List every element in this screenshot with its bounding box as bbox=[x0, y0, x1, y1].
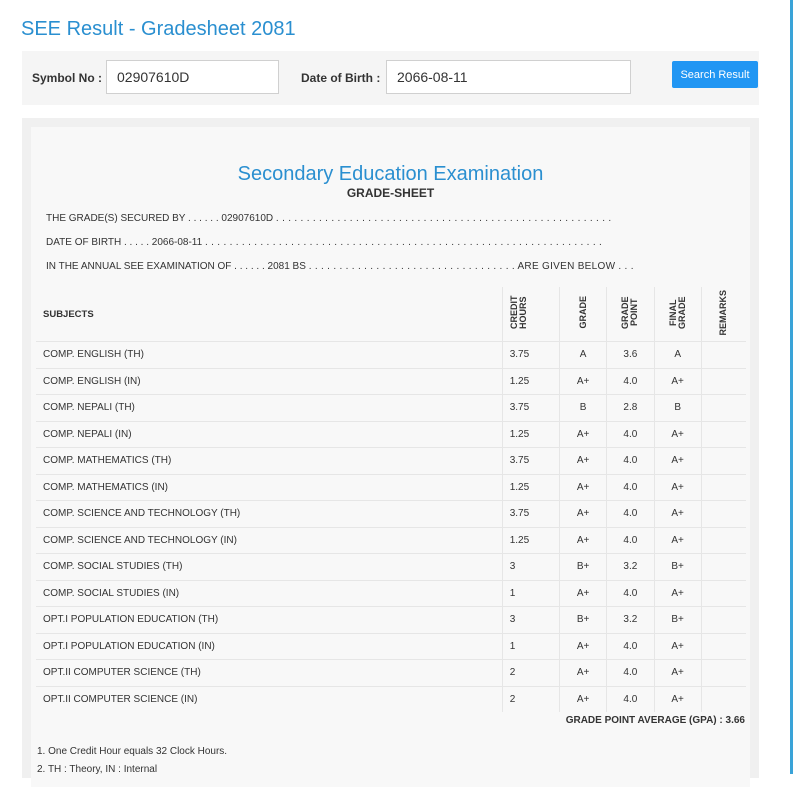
col-credit-hours: CREDIT HOURS bbox=[502, 287, 559, 342]
final-grade-cell: A+ bbox=[654, 368, 701, 395]
subject-cell: COMP. SOCIAL STUDIES (TH) bbox=[43, 561, 183, 573]
col-subjects: SUBJECTS bbox=[43, 308, 94, 320]
subject-cell: COMP. MATHEMATICS (IN) bbox=[43, 481, 168, 493]
subject-cell: COMP. ENGLISH (IN) bbox=[43, 375, 141, 387]
credit-hours-cell: 2 bbox=[502, 660, 559, 687]
col-grade: GRADE bbox=[560, 287, 607, 342]
grade-point-cell: 3.6 bbox=[607, 342, 654, 369]
remarks-cell bbox=[701, 448, 746, 475]
final-grade-cell: A+ bbox=[654, 527, 701, 554]
secured-by-symbol: 02907610D bbox=[221, 213, 274, 224]
credit-hours-cell: 1.25 bbox=[502, 421, 559, 448]
subject-cell: OPT.II COMPUTER SCIENCE (TH) bbox=[43, 667, 201, 679]
subject-cell: COMP. NEPALI (TH) bbox=[43, 402, 135, 414]
grade-point-cell: 3.2 bbox=[607, 554, 654, 581]
final-grade-cell: A+ bbox=[654, 633, 701, 660]
remarks-cell bbox=[701, 607, 746, 634]
grade-cell: A+ bbox=[560, 501, 607, 528]
final-grade-cell: A bbox=[654, 342, 701, 369]
table-row bbox=[36, 580, 746, 607]
final-grade-cell: A+ bbox=[654, 501, 701, 528]
credit-hours-cell: 1 bbox=[502, 633, 559, 660]
credit-hours-cell: 3.75 bbox=[502, 501, 559, 528]
dob-line-value: 2066-08-11 bbox=[151, 237, 203, 248]
grade-point-cell: 4.0 bbox=[607, 421, 654, 448]
grade-cell: A+ bbox=[560, 527, 607, 554]
table-row bbox=[36, 395, 746, 422]
credit-hours-cell: 3 bbox=[502, 554, 559, 581]
grade-point-cell: 4.0 bbox=[607, 686, 654, 712]
final-grade-cell: A+ bbox=[654, 686, 701, 712]
table-row bbox=[36, 421, 746, 448]
grade-point-cell: 4.0 bbox=[607, 633, 654, 660]
final-grade-cell: A+ bbox=[654, 474, 701, 501]
final-grade-cell: A+ bbox=[654, 448, 701, 475]
gpa-value: 3.66 bbox=[725, 715, 745, 726]
grade-cell: A+ bbox=[560, 421, 607, 448]
grade-cell: B+ bbox=[560, 554, 607, 581]
remarks-cell bbox=[701, 527, 746, 554]
subject-cell: COMP. SCIENCE AND TECHNOLOGY (TH) bbox=[43, 508, 241, 520]
secured-by-prefix: THE GRADE(S) SECURED BY . . . . . . bbox=[46, 213, 219, 224]
final-grade-cell: A+ bbox=[654, 660, 701, 687]
table-row bbox=[36, 660, 746, 687]
remarks-cell bbox=[701, 580, 746, 607]
grade-cell: B bbox=[560, 395, 607, 422]
grade-cell: A+ bbox=[560, 368, 607, 395]
final-grade-cell: B bbox=[654, 395, 701, 422]
gpa-label: GRADE POINT AVERAGE (GPA) : bbox=[565, 715, 723, 726]
note-1: 1. One Credit Hour equals 32 Clock Hours. bbox=[37, 746, 228, 757]
grade-point-cell: 4.0 bbox=[607, 527, 654, 554]
table-row bbox=[36, 501, 746, 528]
table-row bbox=[36, 607, 746, 634]
grade-cell: B+ bbox=[560, 607, 607, 634]
grade-point-cell: 4.0 bbox=[607, 474, 654, 501]
subject-cell: COMP. NEPALI (IN) bbox=[43, 428, 132, 440]
remarks-cell bbox=[701, 368, 746, 395]
remarks-cell bbox=[701, 554, 746, 581]
grade-point-cell: 4.0 bbox=[607, 580, 654, 607]
exam-line-value: 2081 BS bbox=[267, 261, 306, 272]
credit-hours-cell: 3.75 bbox=[502, 448, 559, 475]
col-remarks: REMARKS bbox=[701, 287, 746, 342]
subject-cell: COMP. SOCIAL STUDIES (IN) bbox=[43, 587, 180, 599]
subject-cell: OPT.I POPULATION EDUCATION (TH) bbox=[43, 614, 219, 626]
subject-cell: COMP. ENGLISH (TH) bbox=[43, 349, 144, 361]
grade-point-cell: 4.0 bbox=[607, 368, 654, 395]
dob-label: Date of Birth : bbox=[301, 71, 381, 85]
table-row bbox=[36, 342, 746, 369]
table-row bbox=[36, 474, 746, 501]
secured-by-suffix: . . . . . . . . . . . . . . . . . . . . . . . . . . . . . . . . . . . . . . . . . . . . . . . . . . . . . . . bbox=[275, 213, 612, 224]
table-row bbox=[36, 368, 746, 395]
exam-line-prefix: IN THE ANNUAL SEE EXAMINATION OF . . . . . . bbox=[46, 261, 265, 272]
final-grade-cell: B+ bbox=[654, 607, 701, 634]
grade-cell: A+ bbox=[560, 580, 607, 607]
note-2: 2. TH : Theory, IN : Internal bbox=[37, 764, 158, 775]
grade-cell: A+ bbox=[560, 474, 607, 501]
dob-line-suffix: . . . . . . . . . . . . . . . . . . . . . . . . . . . . . . . . . . . . . . . . . . . . . . . . . . . . . . . . . . . . . . . . . bbox=[204, 237, 603, 248]
exam-line-suffix: . . . . . . . . . . . . . . . . . . . . . . . . . . . . . . . . . . ARE GIVEN BELOW . . . bbox=[308, 261, 634, 272]
subject-cell: COMP. SCIENCE AND TECHNOLOGY (IN) bbox=[43, 534, 237, 546]
secured-by-line bbox=[46, 213, 611, 224]
grades-header-row bbox=[36, 287, 746, 342]
remarks-cell bbox=[701, 660, 746, 687]
final-grade-cell: A+ bbox=[654, 580, 701, 607]
grade-point-cell: 4.0 bbox=[607, 660, 654, 687]
table-row bbox=[36, 448, 746, 475]
grades-table bbox=[36, 287, 746, 712]
credit-hours-cell: 3.75 bbox=[502, 395, 559, 422]
credit-hours-cell: 1 bbox=[502, 580, 559, 607]
credit-hours-cell: 3.75 bbox=[502, 342, 559, 369]
credit-hours-cell: 1.25 bbox=[502, 527, 559, 554]
table-row bbox=[36, 554, 746, 581]
table-row bbox=[36, 686, 746, 712]
search-panel bbox=[22, 51, 759, 105]
remarks-cell bbox=[701, 686, 746, 712]
grade-cell: A bbox=[560, 342, 607, 369]
symbol-label: Symbol No : bbox=[32, 71, 103, 85]
table-row bbox=[36, 527, 746, 554]
subject-cell: OPT.II COMPUTER SCIENCE (IN) bbox=[43, 693, 198, 705]
exam-title: Secondary Education Examination bbox=[237, 163, 544, 185]
dob-input[interactable] bbox=[386, 60, 631, 94]
final-grade-cell: B+ bbox=[654, 554, 701, 581]
gradesheet bbox=[31, 127, 750, 787]
credit-hours-cell: 3 bbox=[502, 607, 559, 634]
credit-hours-cell: 1.25 bbox=[502, 474, 559, 501]
remarks-cell bbox=[701, 421, 746, 448]
gradesheet-title: GRADE-SHEET bbox=[346, 186, 435, 200]
grade-cell: A+ bbox=[560, 633, 607, 660]
gradesheet-container bbox=[22, 118, 759, 778]
remarks-cell bbox=[701, 342, 746, 369]
subject-cell: COMP. MATHEMATICS (TH) bbox=[43, 455, 172, 467]
remarks-cell bbox=[701, 395, 746, 422]
grade-point-cell: 4.0 bbox=[607, 501, 654, 528]
subject-cell: OPT.I POPULATION EDUCATION (IN) bbox=[43, 640, 215, 652]
dob-line-prefix: DATE OF BIRTH . . . . . bbox=[46, 237, 149, 248]
grade-cell: A+ bbox=[560, 686, 607, 712]
grade-point-cell: 2.8 bbox=[607, 395, 654, 422]
grade-cell: A+ bbox=[560, 660, 607, 687]
remarks-cell bbox=[701, 474, 746, 501]
symbol-input[interactable] bbox=[106, 60, 279, 94]
credit-hours-cell: 2 bbox=[502, 686, 559, 712]
search-result-button[interactable]: Search Result bbox=[672, 61, 758, 88]
col-final-grade: FINAL GRADE bbox=[654, 287, 701, 342]
grade-cell: A+ bbox=[560, 448, 607, 475]
grade-point-cell: 3.2 bbox=[607, 607, 654, 634]
table-row bbox=[36, 633, 746, 660]
page-title: SEE Result - Gradesheet 2081 bbox=[21, 18, 296, 40]
final-grade-cell: A+ bbox=[654, 421, 701, 448]
gpa-line bbox=[566, 715, 745, 726]
exam-line bbox=[46, 261, 634, 272]
remarks-cell bbox=[701, 633, 746, 660]
credit-hours-cell: 1.25 bbox=[502, 368, 559, 395]
col-grade-point: GRADE POINT bbox=[607, 287, 654, 342]
dob-line bbox=[46, 237, 602, 248]
grade-point-cell: 4.0 bbox=[607, 448, 654, 475]
remarks-cell bbox=[701, 501, 746, 528]
